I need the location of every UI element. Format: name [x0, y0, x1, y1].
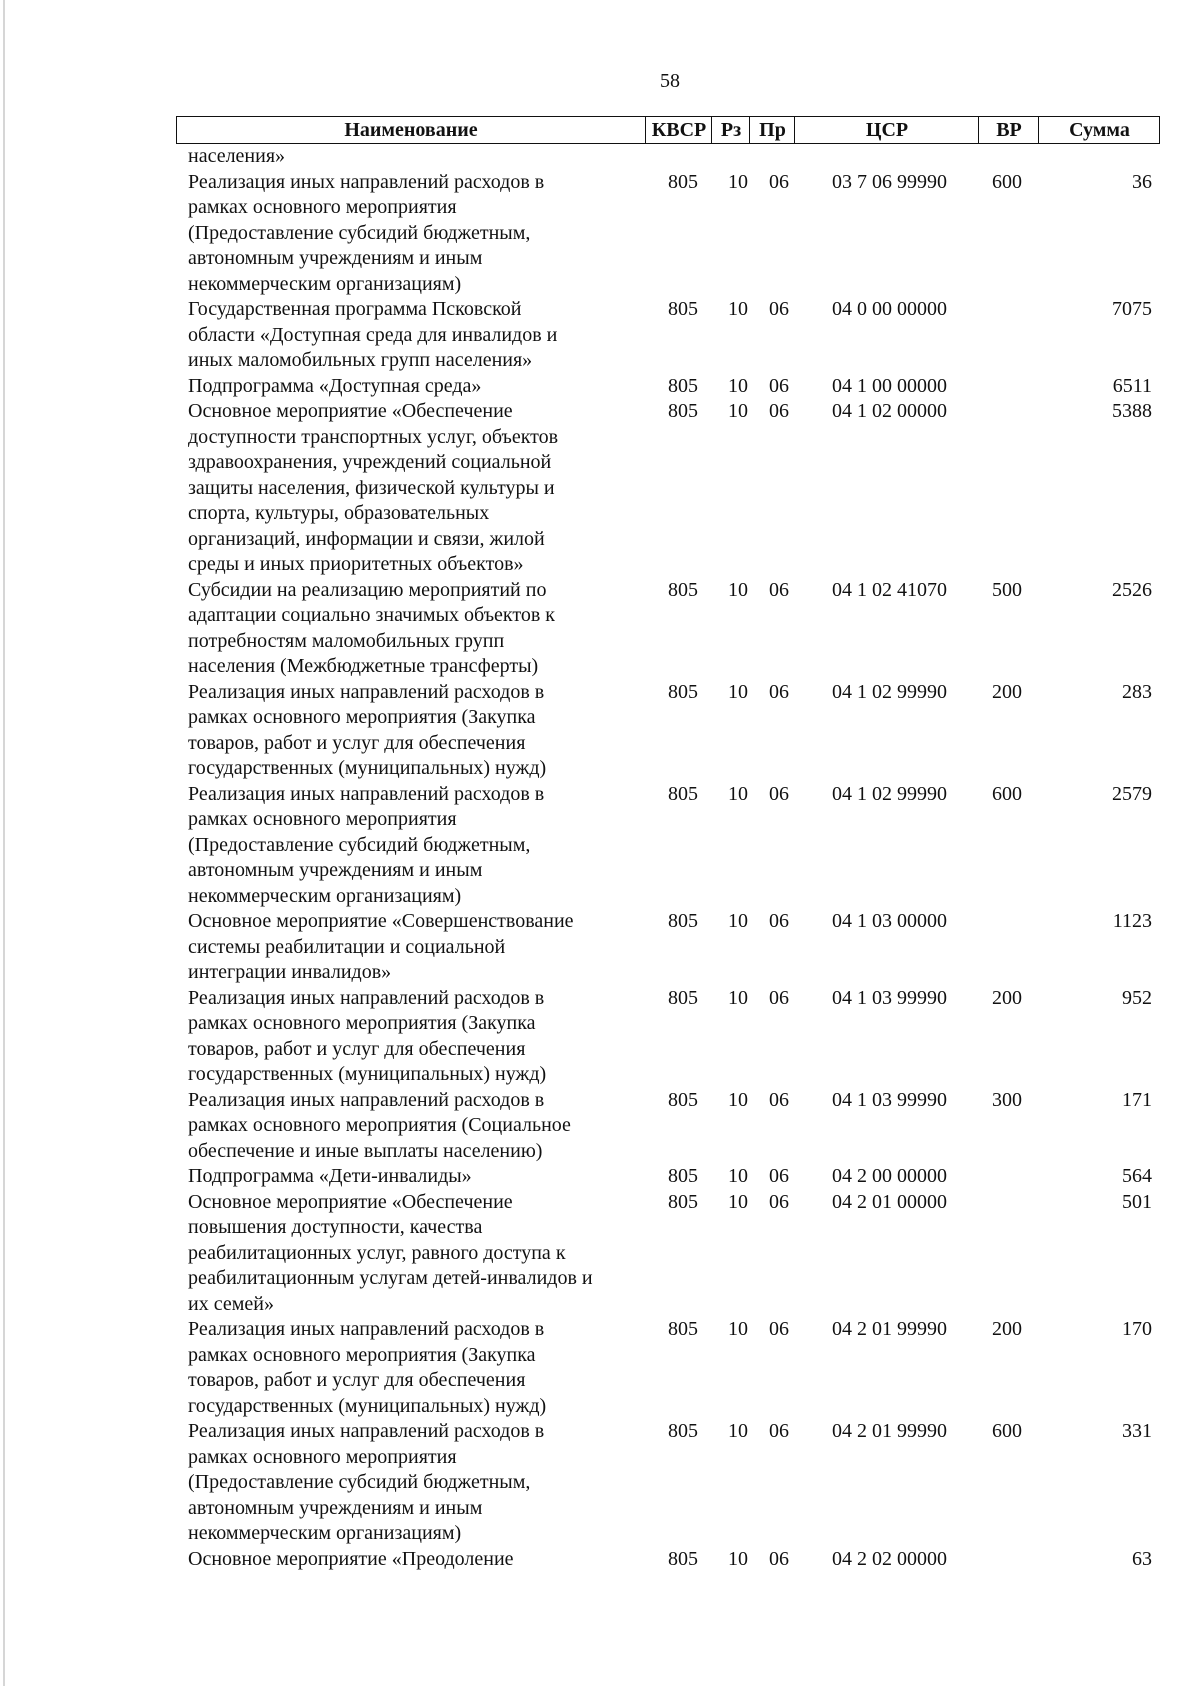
row-vr: 500 — [992, 578, 1022, 601]
row-rz: 10 — [728, 680, 748, 703]
table-row — [176, 144, 1160, 170]
row-pr: 06 — [769, 1165, 789, 1187]
table-row — [176, 1164, 1160, 1190]
header-sum: Сумма — [1038, 117, 1160, 143]
row-kvsr: 805 — [668, 170, 698, 193]
row-pr: 06 — [769, 1318, 789, 1340]
row-kvsr: 805 — [668, 782, 698, 805]
row-csr: 04 1 03 00000 — [832, 910, 947, 932]
row-pr: 06 — [769, 1420, 789, 1442]
table-row — [176, 1547, 1160, 1573]
header-kvsr: КВСР — [645, 117, 712, 143]
row-pr: 06 — [769, 1088, 789, 1111]
row-pr: 06 — [769, 986, 789, 1009]
row-rz: 10 — [728, 986, 748, 1009]
table-row — [176, 1088, 1160, 1165]
row-sum: 952 — [1122, 986, 1152, 1009]
row-rz: 10 — [728, 1420, 748, 1442]
table-row — [176, 1190, 1160, 1318]
row-sum: 2526 — [1112, 578, 1152, 601]
row-name: Государственная программа Псковской области «Доступная среда для инвалидов и иных маломобильных групп населения» — [188, 298, 558, 371]
row-rz: 10 — [728, 782, 748, 805]
row-csr: 04 1 02 99990 — [832, 680, 947, 703]
row-rz: 10 — [728, 578, 748, 601]
row-pr: 06 — [769, 400, 789, 422]
row-rz: 10 — [728, 1165, 748, 1187]
row-vr: 600 — [992, 170, 1022, 193]
row-pr: 06 — [769, 1547, 789, 1570]
row-kvsr: 805 — [668, 298, 698, 320]
header-csr: ЦСР — [794, 117, 979, 143]
header-name: Наименование — [344, 119, 478, 141]
row-sum: 5388 — [1112, 400, 1152, 422]
row-csr: 04 0 00 00000 — [832, 298, 947, 320]
row-name: Реализация иных направлений расходов в рамках основного мероприятия (Предоставление субсидий бюджетным, автономным учреждениям и иным некоммерческим организациям) — [188, 782, 545, 907]
row-rz: 10 — [728, 1088, 748, 1111]
page-number: 58 — [660, 70, 680, 92]
table-row — [176, 1317, 1160, 1419]
header-rz: Рз — [711, 117, 750, 143]
row-csr: 03 7 06 99990 — [832, 170, 947, 193]
row-kvsr: 805 — [668, 1547, 698, 1570]
row-sum: 171 — [1122, 1088, 1152, 1111]
row-vr: 300 — [992, 1088, 1022, 1111]
header-pr: Пр — [749, 117, 795, 143]
row-sum: 501 — [1122, 1190, 1152, 1213]
table-row — [176, 986, 1160, 1088]
row-vr: 600 — [992, 1420, 1022, 1442]
table-row — [176, 782, 1160, 910]
table-row — [176, 399, 1160, 578]
row-sum: 1123 — [1112, 910, 1152, 932]
row-pr: 06 — [769, 170, 789, 193]
row-sum: 283 — [1122, 680, 1152, 703]
row-kvsr: 805 — [668, 1190, 698, 1213]
row-name: Реализация иных направлений расходов в рамках основного мероприятия (Закупка товаров, работ и услуг для обеспечения государственных (муниципальных) нужд) — [188, 680, 547, 779]
row-rz: 10 — [728, 400, 748, 422]
table-row — [176, 170, 1160, 298]
table-row — [176, 578, 1160, 680]
row-name: Реализация иных направлений расходов в рамках основного мероприятия (Предоставление субсидий бюджетным, автономным учреждениям и иным некоммерческим организациям) — [188, 170, 545, 295]
row-rz: 10 — [728, 374, 748, 397]
row-name: Реализация иных направлений расходов в рамках основного мероприятия (Закупка товаров, работ и услуг для обеспечения государственных (муниципальных) нужд) — [188, 1318, 547, 1417]
row-pr: 06 — [769, 782, 789, 805]
row-pr: 06 — [769, 1190, 789, 1213]
row-rz: 10 — [728, 910, 748, 932]
row-name: Подпрограмма «Дети-инвалиды» — [188, 1165, 472, 1187]
row-name: населения» — [188, 145, 286, 167]
row-csr: 04 1 02 00000 — [832, 400, 947, 422]
row-sum: 2579 — [1112, 782, 1152, 805]
row-kvsr: 805 — [668, 400, 698, 422]
row-pr: 06 — [769, 298, 789, 320]
row-sum: 564 — [1122, 1165, 1152, 1187]
table-row — [176, 1419, 1160, 1547]
row-pr: 06 — [769, 680, 789, 703]
row-kvsr: 805 — [668, 1165, 698, 1187]
row-sum: 331 — [1122, 1420, 1152, 1442]
row-pr: 06 — [769, 374, 789, 397]
row-kvsr: 805 — [668, 986, 698, 1009]
row-csr: 04 1 02 99990 — [832, 782, 947, 805]
row-csr: 04 1 02 41070 — [832, 578, 947, 601]
table-row — [176, 909, 1160, 986]
row-vr: 200 — [992, 986, 1022, 1009]
row-name: Субсидии на реализацию мероприятий по адаптации социально значимых объектов к потребностям маломобильных групп населения (Межбюджетные трансферты) — [188, 578, 556, 677]
row-kvsr: 805 — [668, 680, 698, 703]
row-name: Реализация иных направлений расходов в рамках основного мероприятия (Закупка товаров, работ и услуг для обеспечения государственных (муниципальных) нужд) — [188, 986, 547, 1085]
row-sum: 170 — [1122, 1318, 1152, 1340]
row-sum: 36 — [1132, 170, 1152, 193]
row-kvsr: 805 — [668, 578, 698, 601]
row-name: Основное мероприятие «Совершенствование системы реабилитации и социальной интеграции инвалидов» — [188, 910, 574, 983]
row-csr: 04 2 01 99990 — [832, 1420, 947, 1442]
row-csr: 04 2 02 00000 — [832, 1547, 947, 1570]
row-rz: 10 — [728, 298, 748, 320]
table-body — [176, 144, 1160, 1572]
scan-edge — [3, 0, 5, 1686]
table-header — [176, 116, 1160, 144]
row-kvsr: 805 — [668, 910, 698, 932]
row-vr: 200 — [992, 680, 1022, 703]
row-sum: 6511 — [1112, 374, 1152, 397]
row-pr: 06 — [769, 578, 789, 601]
row-rz: 10 — [728, 1190, 748, 1213]
row-kvsr: 805 — [668, 374, 698, 397]
row-kvsr: 805 — [668, 1318, 698, 1340]
row-name: Реализация иных направлений расходов в рамках основного мероприятия (Социальное обеспечение и иные выплаты населению) — [188, 1088, 571, 1162]
row-csr: 04 2 00 00000 — [832, 1165, 947, 1187]
table-row — [176, 297, 1160, 374]
row-pr: 06 — [769, 910, 789, 932]
row-name: Основное мероприятие «Обеспечение доступности транспортных услуг, объектов здравоохранения, учреждений социальной защиты населения, физической культуры и спорта, культуры, образовательных организаций, информации и связи, жилой среды и иных приоритетных объектов» — [188, 400, 559, 575]
row-csr: 04 1 00 00000 — [832, 374, 947, 397]
row-sum: 7075 — [1112, 298, 1152, 320]
row-csr: 04 1 03 99990 — [832, 1088, 947, 1111]
row-name: Подпрограмма «Доступная среда» — [188, 374, 482, 397]
row-vr: 600 — [992, 782, 1022, 805]
row-csr: 04 1 03 99990 — [832, 986, 947, 1009]
table-row — [176, 374, 1160, 400]
row-sum: 63 — [1132, 1547, 1152, 1570]
row-csr: 04 2 01 99990 — [832, 1318, 947, 1340]
row-vr: 200 — [992, 1318, 1022, 1340]
row-rz: 10 — [728, 170, 748, 193]
row-name: Основное мероприятие «Преодоление — [188, 1547, 514, 1570]
row-name: Реализация иных направлений расходов в рамках основного мероприятия (Предоставление субсидий бюджетным, автономным учреждениям и иным некоммерческим организациям) — [188, 1420, 545, 1544]
row-csr: 04 2 01 00000 — [832, 1190, 947, 1213]
row-name: Основное мероприятие «Обеспечение повышения доступности, качества реабилитационных услуг, равного доступа к реабилитационным услугам детей-инвалидов и их семей» — [188, 1190, 593, 1315]
row-rz: 10 — [728, 1547, 748, 1570]
table-row — [176, 680, 1160, 782]
row-kvsr: 805 — [668, 1088, 698, 1111]
header-vr: ВР — [978, 117, 1039, 143]
row-rz: 10 — [728, 1318, 748, 1340]
row-kvsr: 805 — [668, 1420, 698, 1442]
